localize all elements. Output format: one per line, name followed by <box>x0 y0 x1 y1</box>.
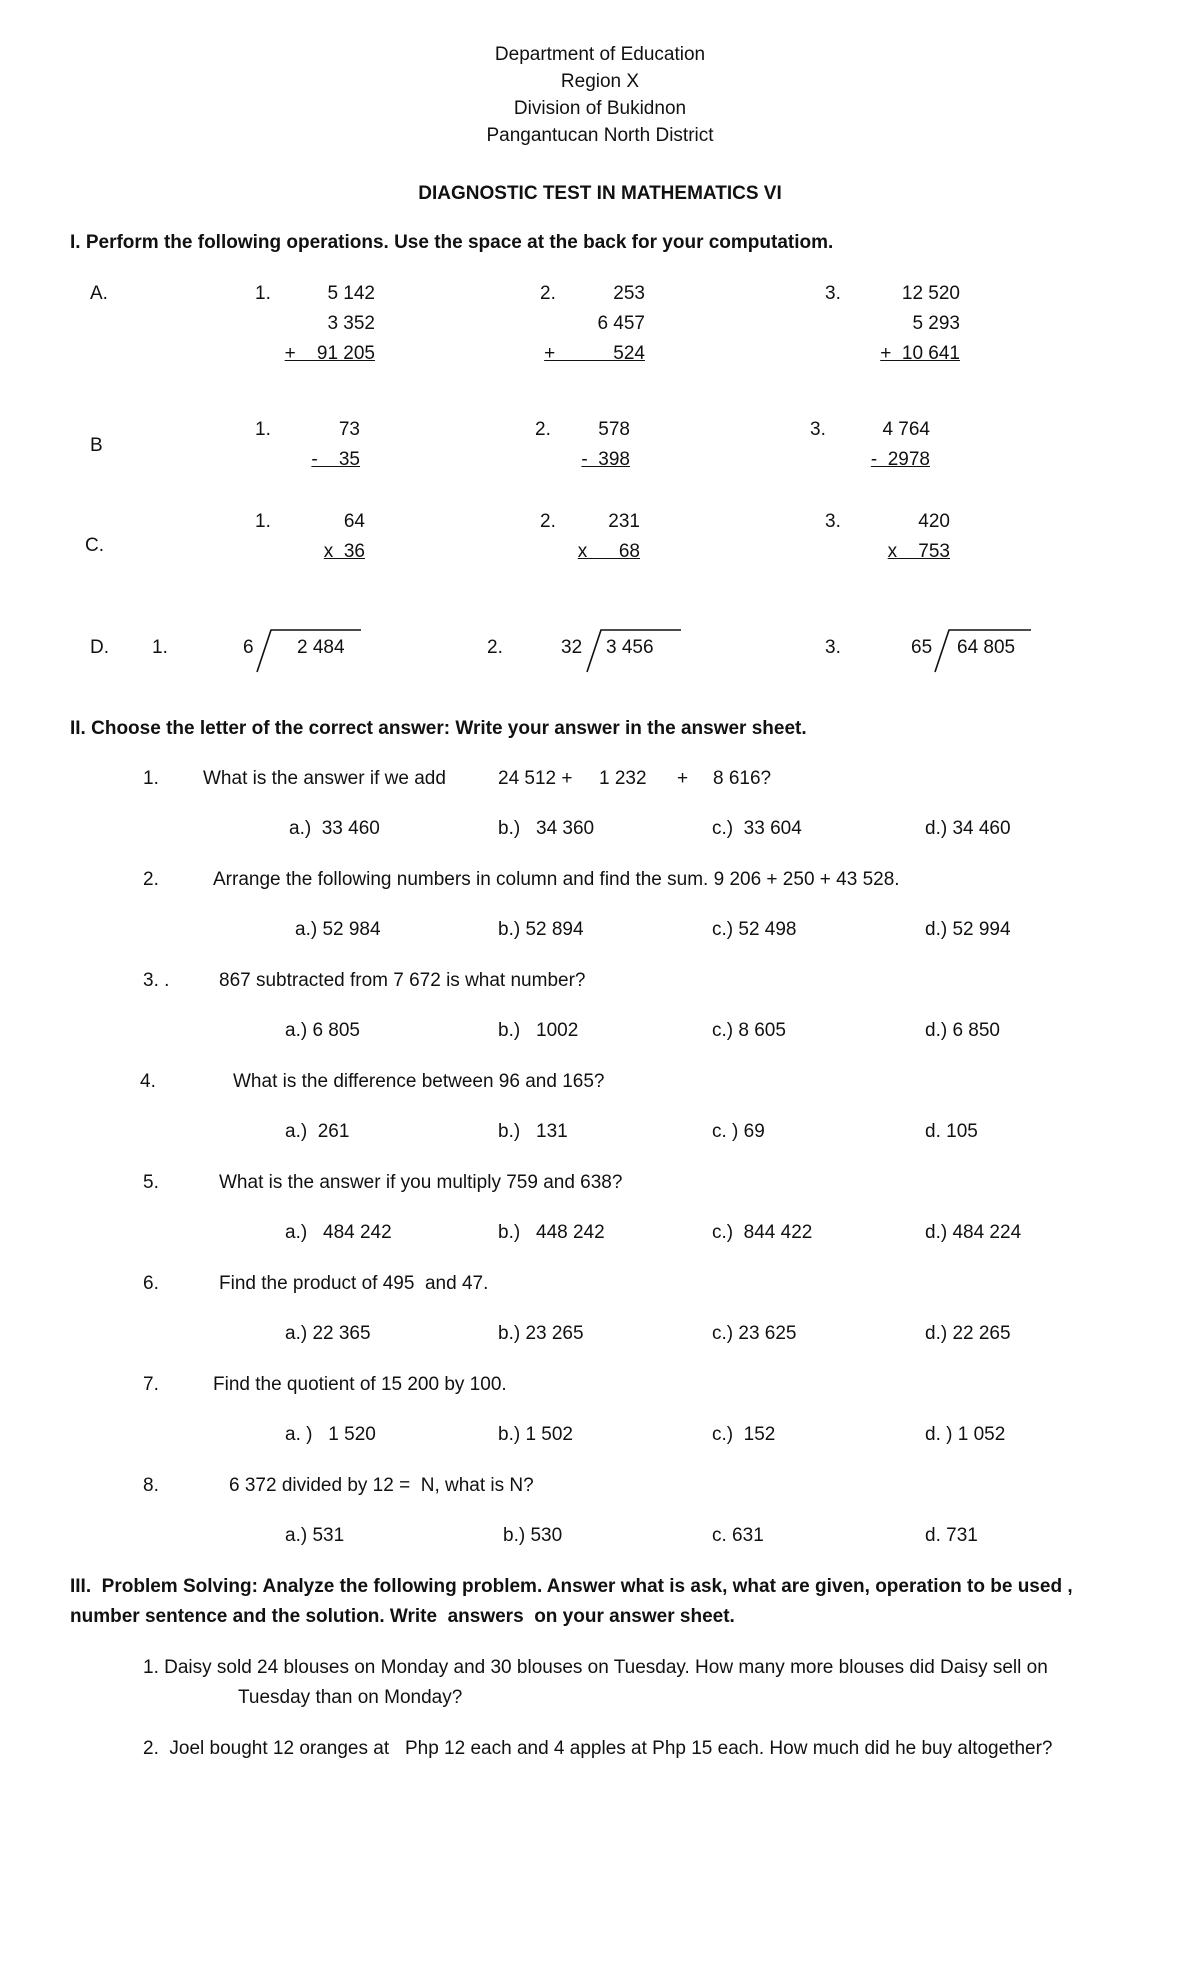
c1-line2: x 36 <box>323 541 365 562</box>
b3-line1: 4 764 <box>882 419 930 440</box>
q8-number: 8. <box>143 1475 159 1496</box>
part1-b-label: B <box>90 435 103 456</box>
b2-line1: 578 <box>598 419 630 440</box>
c2-number: 2. <box>540 511 556 532</box>
b1-line2: - 35 <box>311 449 360 470</box>
a2-line3: + 524 <box>544 343 645 364</box>
q6-choice-d: d.) 22 265 <box>925 1323 1011 1344</box>
d2-dividend: 3 456 <box>606 637 654 658</box>
a1-line3: + 91 205 <box>284 343 375 364</box>
q4-choice-a: a.) 261 <box>285 1121 350 1142</box>
q5-choice-b: b.) 448 242 <box>498 1222 605 1243</box>
b1-number: 1. <box>255 419 271 440</box>
q7-number: 7. <box>143 1374 159 1395</box>
q7-choice-b: b.) 1 502 <box>498 1424 573 1445</box>
d1-divisor: 6 <box>243 637 254 658</box>
q3-text: 867 subtracted from 7 672 is what number? <box>219 970 586 991</box>
part1-heading: I. Perform the following operations. Use the space at the back for your computatiom. <box>70 232 834 253</box>
q6-choice-b: b.) 23 265 <box>498 1323 584 1344</box>
b3-line2: - 2978 <box>870 449 930 470</box>
q1-term2: 1 232 <box>599 768 647 789</box>
q3-choice-d: d.) 6 850 <box>925 1020 1000 1041</box>
a2-line1: 253 <box>613 283 645 304</box>
q5-choice-c: c.) 844 422 <box>712 1222 813 1243</box>
q3-number: 3. . <box>143 970 170 991</box>
q6-choice-c: c.) 23 625 <box>712 1323 797 1344</box>
d3-divisor: 65 <box>911 637 933 658</box>
d1-dividend: 2 484 <box>297 637 345 658</box>
q3-choice-b: b.) 1002 <box>498 1020 579 1041</box>
q8-choice-d: d. 731 <box>925 1525 978 1546</box>
q6-choice-a: a.) 22 365 <box>285 1323 371 1344</box>
b2-line2: - 398 <box>581 449 630 470</box>
q7-choice-a: a. ) 1 520 <box>285 1424 376 1445</box>
q1-term1: 24 512 + <box>498 768 573 789</box>
q8-choice-c: c. 631 <box>712 1525 764 1546</box>
part2-heading: II. Choose the letter of the correct answer: Write your answer in the answer sheet. <box>70 718 807 739</box>
q5-number: 5. <box>143 1172 159 1193</box>
q1-choice-d: d.) 34 460 <box>925 818 1011 839</box>
d3-dividend: 64 805 <box>957 637 1016 658</box>
q4-choice-d: d. 105 <box>925 1121 978 1142</box>
q4-number: 4. <box>140 1071 156 1092</box>
q8-text: 6 372 divided by 12 = N, what is N? <box>229 1475 534 1496</box>
q1-text: What is the answer if we add <box>203 768 446 789</box>
q1-plus: + <box>677 768 689 789</box>
b1-line1: 73 <box>338 419 360 440</box>
a1-line2: 3 352 <box>327 313 375 334</box>
a1-number: 1. <box>255 283 271 304</box>
q1-number: 1. <box>143 768 159 789</box>
c2-line2: x 68 <box>577 541 640 562</box>
header-line-district: Pangantucan North District <box>486 125 714 146</box>
a3-line2: 5 293 <box>912 313 960 334</box>
q1-choice-c: c.) 33 604 <box>712 818 802 839</box>
b3-number: 3. <box>810 419 826 440</box>
header-line-region: Region X <box>560 71 640 92</box>
c3-line2: x 753 <box>887 541 950 562</box>
part1-c-label: C. <box>85 535 104 556</box>
a3-number: 3. <box>825 283 841 304</box>
q8-choice-b: b.) 530 <box>503 1525 563 1546</box>
q5-text: What is the answer if you multiply 759 and 638? <box>219 1172 623 1193</box>
q2-text: Arrange the following numbers in column and find the sum. 9 206 + 250 + 43 528. <box>213 869 900 890</box>
d2-number: 2. <box>487 637 503 658</box>
q2-number: 2. <box>143 869 159 890</box>
a3-line3: + 10 641 <box>880 343 960 364</box>
page-title: DIAGNOSTIC TEST IN MATHEMATICS VI <box>418 183 782 204</box>
part3-heading-line2: number sentence and the solution. Write answers on your answer sheet. <box>70 1606 735 1627</box>
header-line-division: Division of Bukidnon <box>513 98 687 119</box>
q1-term4: 8 616? <box>713 768 772 789</box>
q5-choice-d: d.) 484 224 <box>925 1222 1022 1243</box>
c2-line1: 231 <box>608 511 640 532</box>
q5-choice-a: a.) 484 242 <box>285 1222 392 1243</box>
q3-choice-c: c.) 8 605 <box>712 1020 786 1041</box>
a1-line1: 5 142 <box>327 283 375 304</box>
q4-choice-b: b.) 131 <box>498 1121 568 1142</box>
c3-line1: 420 <box>918 511 950 532</box>
problem2: 2. Joel bought 12 oranges at Php 12 each and 4 apples at Php 15 each. How much did he buy altogether? <box>143 1738 1053 1759</box>
a2-line2: 6 457 <box>597 313 645 334</box>
d1-number: 1. <box>152 637 168 658</box>
q1-choice-b: b.) 34 360 <box>498 818 595 839</box>
q4-text: What is the difference between 96 and 165? <box>233 1071 605 1092</box>
q2-choice-a: a.) 52 984 <box>295 919 381 940</box>
problem1-line2: Tuesday than on Monday? <box>238 1687 463 1708</box>
q6-text: Find the product of 495 and 47. <box>219 1273 489 1294</box>
a2-number: 2. <box>540 283 556 304</box>
c3-number: 3. <box>825 511 841 532</box>
q7-choice-d: d. ) 1 052 <box>925 1424 1006 1445</box>
part3-heading-line1: III. Problem Solving: Analyze the following problem. Answer what is ask, what are given, operation to be used , <box>70 1576 1073 1597</box>
header-line-department: Department of Education <box>494 44 706 65</box>
d3-number: 3. <box>825 637 841 658</box>
part1-a-label: A. <box>90 283 108 304</box>
c1-line1: 64 <box>343 511 365 532</box>
q2-choice-c: c.) 52 498 <box>712 919 797 940</box>
q7-text: Find the quotient of 15 200 by 100. <box>213 1374 507 1395</box>
part1-d-label: D. <box>90 637 109 658</box>
q2-choice-d: d.) 52 994 <box>925 919 1011 940</box>
q3-choice-a: a.) 6 805 <box>285 1020 360 1041</box>
q6-number: 6. <box>143 1273 159 1294</box>
q1-choice-a: a.) 33 460 <box>289 818 380 839</box>
c1-number: 1. <box>255 511 271 532</box>
q4-choice-c: c. ) 69 <box>712 1121 765 1142</box>
a3-line1: 12 520 <box>901 283 960 304</box>
d2-divisor: 32 <box>561 637 583 658</box>
b2-number: 2. <box>535 419 551 440</box>
q8-choice-a: a.) 531 <box>285 1525 345 1546</box>
q7-choice-c: c.) 152 <box>712 1424 776 1445</box>
q2-choice-b: b.) 52 894 <box>498 919 584 940</box>
problem1-line1: 1. Daisy sold 24 blouses on Monday and 30 blouses on Tuesday. How many more blouses did Daisy sell on <box>143 1657 1048 1678</box>
